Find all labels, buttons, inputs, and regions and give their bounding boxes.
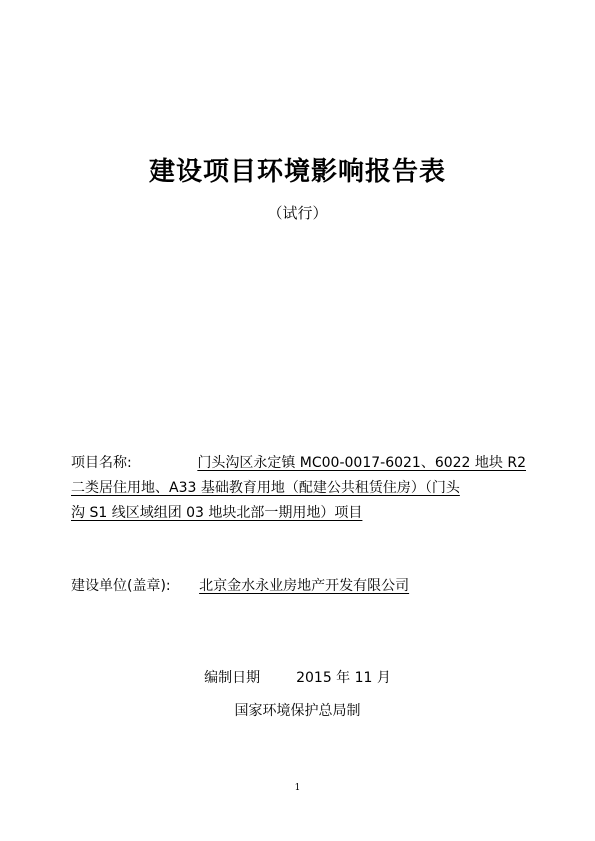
project-name-value-part-3: 沟 S1 线区域组团 03 地块北部一期用地）项目 — [71, 505, 363, 521]
construction-unit-block — [71, 575, 409, 597]
document-subtitle: （试行） — [267, 204, 328, 222]
page-number: 1 — [294, 783, 301, 793]
project-name-label: 项目名称: — [71, 455, 132, 471]
document-title: 建设项目环境影响报告表 — [148, 157, 446, 187]
project-name-value-part-2: 二类居住用地、A33 基础教育用地（配建公共租赁住房）（门头 — [71, 480, 460, 496]
construction-unit-value: 北京金水永业房地产开发有限公司 — [199, 578, 410, 594]
project-name-value-part-1: 门头沟区永定镇 MC00-0017-6021、6022 地块 R2 — [197, 455, 526, 471]
project-name-block — [71, 451, 526, 526]
preparation-date-value: 2015 年 11 月 — [296, 670, 391, 686]
preparation-date-block — [0, 667, 595, 689]
construction-unit-label: 建设单位(盖章): — [71, 578, 171, 594]
preparation-date-label: 编制日期 — [204, 670, 261, 686]
project-name-line-1 — [71, 451, 526, 476]
issuing-authority: 国家环境保护总局制 — [234, 703, 361, 719]
